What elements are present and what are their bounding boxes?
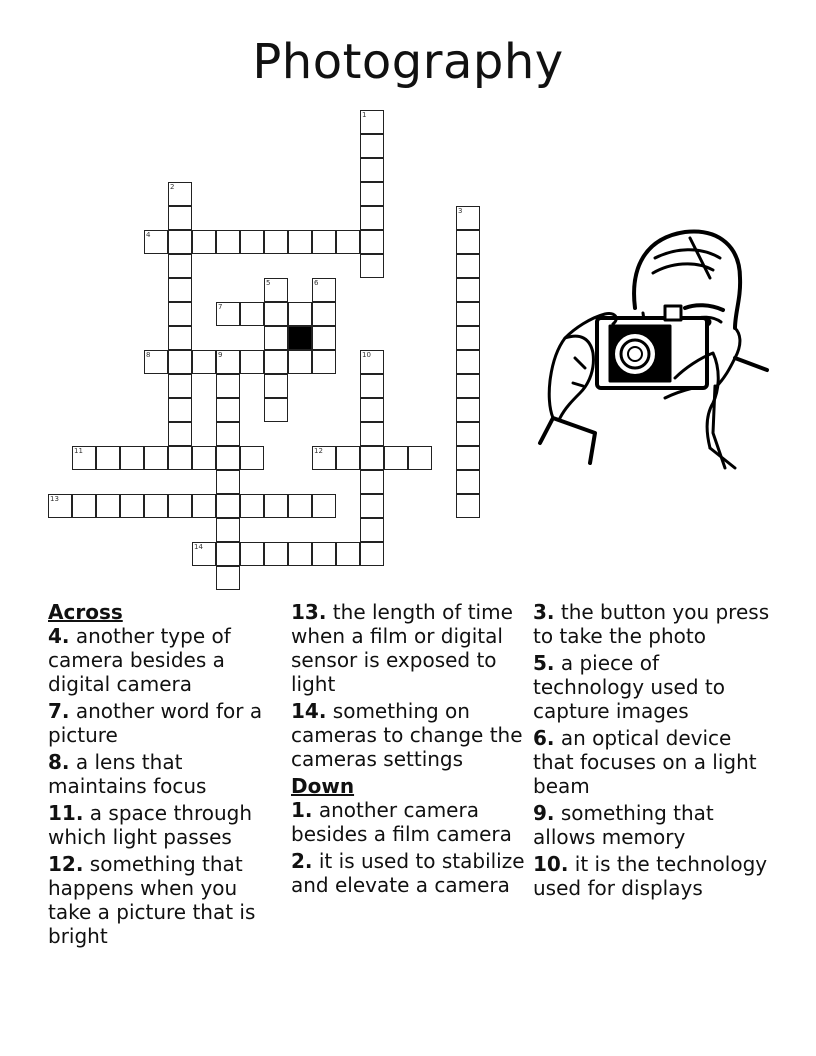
grid-cell[interactable] bbox=[360, 470, 384, 494]
grid-cell[interactable] bbox=[456, 230, 480, 254]
grid-cell[interactable] bbox=[216, 398, 240, 422]
clue-number: 6. bbox=[533, 726, 555, 750]
clue-number: 5. bbox=[533, 651, 555, 675]
grid-cell[interactable] bbox=[216, 566, 240, 590]
clue-text: something that happens when you take a picture that is bright bbox=[48, 852, 256, 948]
grid-cell[interactable] bbox=[360, 206, 384, 230]
grid-cell[interactable] bbox=[360, 230, 384, 254]
grid-cell[interactable] bbox=[168, 446, 192, 470]
clue-number: 10. bbox=[533, 852, 569, 876]
grid-cell[interactable] bbox=[312, 446, 336, 470]
grid-cell[interactable] bbox=[312, 230, 336, 254]
clue-text: a space through which light passes bbox=[48, 801, 253, 849]
clue-number: 13. bbox=[291, 600, 327, 624]
grid-cell[interactable] bbox=[168, 374, 192, 398]
clue-text: something on cameras to change the cameras settings bbox=[291, 699, 523, 771]
grid-cell[interactable] bbox=[216, 230, 240, 254]
grid-cell[interactable] bbox=[144, 494, 168, 518]
grid-cell[interactable] bbox=[456, 278, 480, 302]
grid-cell[interactable] bbox=[240, 302, 264, 326]
grid-cell[interactable] bbox=[192, 494, 216, 518]
clue-down-3 bbox=[533, 600, 773, 648]
clue-text: the button you press to take the photo bbox=[533, 600, 770, 648]
grid-cell[interactable] bbox=[456, 494, 480, 518]
grid-cell[interactable] bbox=[192, 230, 216, 254]
grid-cell[interactable] bbox=[336, 230, 360, 254]
clue-text: a lens that maintains focus bbox=[48, 750, 207, 798]
clue-across-11 bbox=[48, 801, 280, 849]
clue-number-label: 1 bbox=[362, 111, 367, 119]
grid-cell[interactable] bbox=[72, 446, 96, 470]
crossword-grid bbox=[48, 110, 480, 590]
grid-cell[interactable] bbox=[360, 518, 384, 542]
grid-cell[interactable] bbox=[168, 326, 192, 350]
grid-cell[interactable] bbox=[456, 350, 480, 374]
grid-cell[interactable] bbox=[264, 350, 288, 374]
grid-cell[interactable] bbox=[216, 446, 240, 470]
grid-cell[interactable] bbox=[456, 374, 480, 398]
clue-number: 3. bbox=[533, 600, 555, 624]
grid-cell[interactable] bbox=[360, 182, 384, 206]
grid-cell[interactable] bbox=[360, 374, 384, 398]
grid-cell[interactable] bbox=[216, 518, 240, 542]
grid-cell[interactable] bbox=[264, 302, 288, 326]
man-with-camera-illustration bbox=[535, 218, 775, 478]
down-heading: Down bbox=[291, 774, 355, 798]
black-cell bbox=[288, 326, 312, 350]
grid-cell[interactable] bbox=[144, 230, 168, 254]
grid-cell[interactable] bbox=[360, 254, 384, 278]
grid-cell[interactable] bbox=[456, 302, 480, 326]
grid-cell[interactable] bbox=[288, 542, 312, 566]
grid-cell[interactable] bbox=[240, 446, 264, 470]
grid-cell[interactable] bbox=[264, 398, 288, 422]
clue-number: 8. bbox=[48, 750, 70, 774]
grid-cell[interactable] bbox=[336, 446, 360, 470]
grid-cell[interactable] bbox=[240, 350, 264, 374]
grid-cell[interactable] bbox=[216, 494, 240, 518]
clue-across-8 bbox=[48, 750, 280, 798]
grid-cell[interactable] bbox=[168, 302, 192, 326]
clue-number-label: 13 bbox=[50, 495, 59, 503]
grid-cell[interactable] bbox=[144, 350, 168, 374]
grid-cell[interactable] bbox=[168, 182, 192, 206]
grid-cell[interactable] bbox=[456, 398, 480, 422]
page-title: Photography bbox=[252, 34, 564, 90]
clue-number-label: 2 bbox=[170, 183, 175, 191]
grid-cell[interactable] bbox=[120, 494, 144, 518]
grid-cell[interactable] bbox=[456, 254, 480, 278]
clue-text: a piece of technology used to capture images bbox=[533, 651, 725, 723]
grid-cell[interactable] bbox=[264, 542, 288, 566]
clue-number-label: 12 bbox=[314, 447, 323, 455]
clue-number: 2. bbox=[291, 849, 313, 873]
grid-cell[interactable] bbox=[168, 422, 192, 446]
clue-number-label: 7 bbox=[218, 303, 223, 311]
clue-column-1 bbox=[48, 600, 280, 951]
clue-text: another type of camera besides a digital camera bbox=[48, 624, 231, 696]
grid-cell[interactable] bbox=[168, 278, 192, 302]
clue-down-5 bbox=[533, 651, 773, 723]
clue-down-10 bbox=[533, 852, 773, 900]
clue-text: the length of time when a film or digital sensor is exposed to light bbox=[291, 600, 513, 696]
grid-cell[interactable] bbox=[216, 374, 240, 398]
clue-text: something that allows memory bbox=[533, 801, 714, 849]
clue-number: 7. bbox=[48, 699, 70, 723]
grid-cell[interactable] bbox=[360, 494, 384, 518]
clue-number: 9. bbox=[533, 801, 555, 825]
clue-down-9 bbox=[533, 801, 773, 849]
clue-text: another word for a picture bbox=[48, 699, 263, 747]
grid-cell[interactable] bbox=[264, 326, 288, 350]
grid-cell[interactable] bbox=[288, 302, 312, 326]
grid-cell[interactable] bbox=[216, 350, 240, 374]
clue-number: 14. bbox=[291, 699, 327, 723]
grid-cell[interactable] bbox=[168, 398, 192, 422]
grid-cell[interactable] bbox=[456, 206, 480, 230]
clue-number: 11. bbox=[48, 801, 84, 825]
grid-cell[interactable] bbox=[192, 350, 216, 374]
clue-number-label: 3 bbox=[458, 207, 463, 215]
grid-cell[interactable] bbox=[360, 398, 384, 422]
across-heading: Across bbox=[48, 600, 123, 624]
grid-cell[interactable] bbox=[360, 110, 384, 134]
grid-cell[interactable] bbox=[120, 446, 144, 470]
grid-cell[interactable] bbox=[216, 422, 240, 446]
grid-cell[interactable] bbox=[264, 230, 288, 254]
clue-across-13 bbox=[291, 600, 527, 696]
clue-down-1 bbox=[291, 798, 527, 846]
grid-cell[interactable] bbox=[288, 350, 312, 374]
grid-cell[interactable] bbox=[288, 494, 312, 518]
grid-cell[interactable] bbox=[240, 542, 264, 566]
grid-cell[interactable] bbox=[144, 446, 168, 470]
grid-cell[interactable] bbox=[264, 374, 288, 398]
grid-cell[interactable] bbox=[456, 326, 480, 350]
grid-cell[interactable] bbox=[360, 134, 384, 158]
grid-cell[interactable] bbox=[72, 494, 96, 518]
clue-number-label: 5 bbox=[266, 279, 271, 287]
clue-across-7 bbox=[48, 699, 280, 747]
clue-text: it is used to stabilize and elevate a camera bbox=[291, 849, 525, 897]
grid-cell[interactable] bbox=[456, 422, 480, 446]
photographer-icon bbox=[535, 218, 775, 478]
clue-text: another camera besides a film camera bbox=[291, 798, 512, 846]
grid-cell[interactable] bbox=[312, 494, 336, 518]
grid-cell[interactable] bbox=[408, 446, 432, 470]
grid-cell[interactable] bbox=[240, 230, 264, 254]
clue-number-label: 11 bbox=[74, 447, 83, 455]
grid-cell[interactable] bbox=[192, 446, 216, 470]
grid-cell[interactable] bbox=[192, 542, 216, 566]
grid-cell[interactable] bbox=[96, 446, 120, 470]
clue-across-4 bbox=[48, 624, 280, 696]
grid-cell[interactable] bbox=[168, 350, 192, 374]
grid-cell[interactable] bbox=[168, 254, 192, 278]
grid-cell[interactable] bbox=[216, 302, 240, 326]
grid-cell[interactable] bbox=[264, 278, 288, 302]
clue-across-14 bbox=[291, 699, 527, 771]
clue-text: an optical device that focuses on a light beam bbox=[533, 726, 757, 798]
grid-cell[interactable] bbox=[312, 350, 336, 374]
clue-number-label: 4 bbox=[146, 231, 151, 239]
grid-cell[interactable] bbox=[456, 446, 480, 470]
grid-cell[interactable] bbox=[168, 206, 192, 230]
grid-cell[interactable] bbox=[168, 494, 192, 518]
clue-down-2 bbox=[291, 849, 527, 897]
clue-number-label: 10 bbox=[362, 351, 371, 359]
clue-column-2 bbox=[291, 600, 527, 900]
grid-cell[interactable] bbox=[240, 494, 264, 518]
clue-down-6 bbox=[533, 726, 773, 798]
grid-cell[interactable] bbox=[384, 446, 408, 470]
grid-cell[interactable] bbox=[168, 230, 192, 254]
clue-number: 4. bbox=[48, 624, 70, 648]
clue-number: 1. bbox=[291, 798, 313, 822]
clue-text: it is the technology used for displays bbox=[533, 852, 768, 900]
grid-cell[interactable] bbox=[360, 350, 384, 374]
clue-number: 12. bbox=[48, 852, 84, 876]
clue-number-label: 9 bbox=[218, 351, 223, 359]
grid-cell[interactable] bbox=[264, 494, 288, 518]
clue-column-3 bbox=[533, 600, 773, 903]
grid-cell[interactable] bbox=[360, 422, 384, 446]
grid-cell[interactable] bbox=[216, 470, 240, 494]
clue-number-label: 6 bbox=[314, 279, 319, 287]
clue-number-label: 8 bbox=[146, 351, 151, 359]
grid-cell[interactable] bbox=[456, 470, 480, 494]
grid-cell[interactable] bbox=[360, 542, 384, 566]
grid-cell[interactable] bbox=[360, 446, 384, 470]
grid-cell[interactable] bbox=[288, 230, 312, 254]
grid-cell[interactable] bbox=[312, 278, 336, 302]
grid-cell[interactable] bbox=[312, 302, 336, 326]
grid-cell[interactable] bbox=[336, 542, 360, 566]
grid-cell[interactable] bbox=[312, 326, 336, 350]
grid-cell[interactable] bbox=[216, 542, 240, 566]
grid-cell[interactable] bbox=[96, 494, 120, 518]
grid-cell[interactable] bbox=[48, 494, 72, 518]
clue-number-label: 14 bbox=[194, 543, 203, 551]
grid-cell[interactable] bbox=[360, 158, 384, 182]
grid-cell[interactable] bbox=[312, 542, 336, 566]
clue-across-12 bbox=[48, 852, 280, 948]
